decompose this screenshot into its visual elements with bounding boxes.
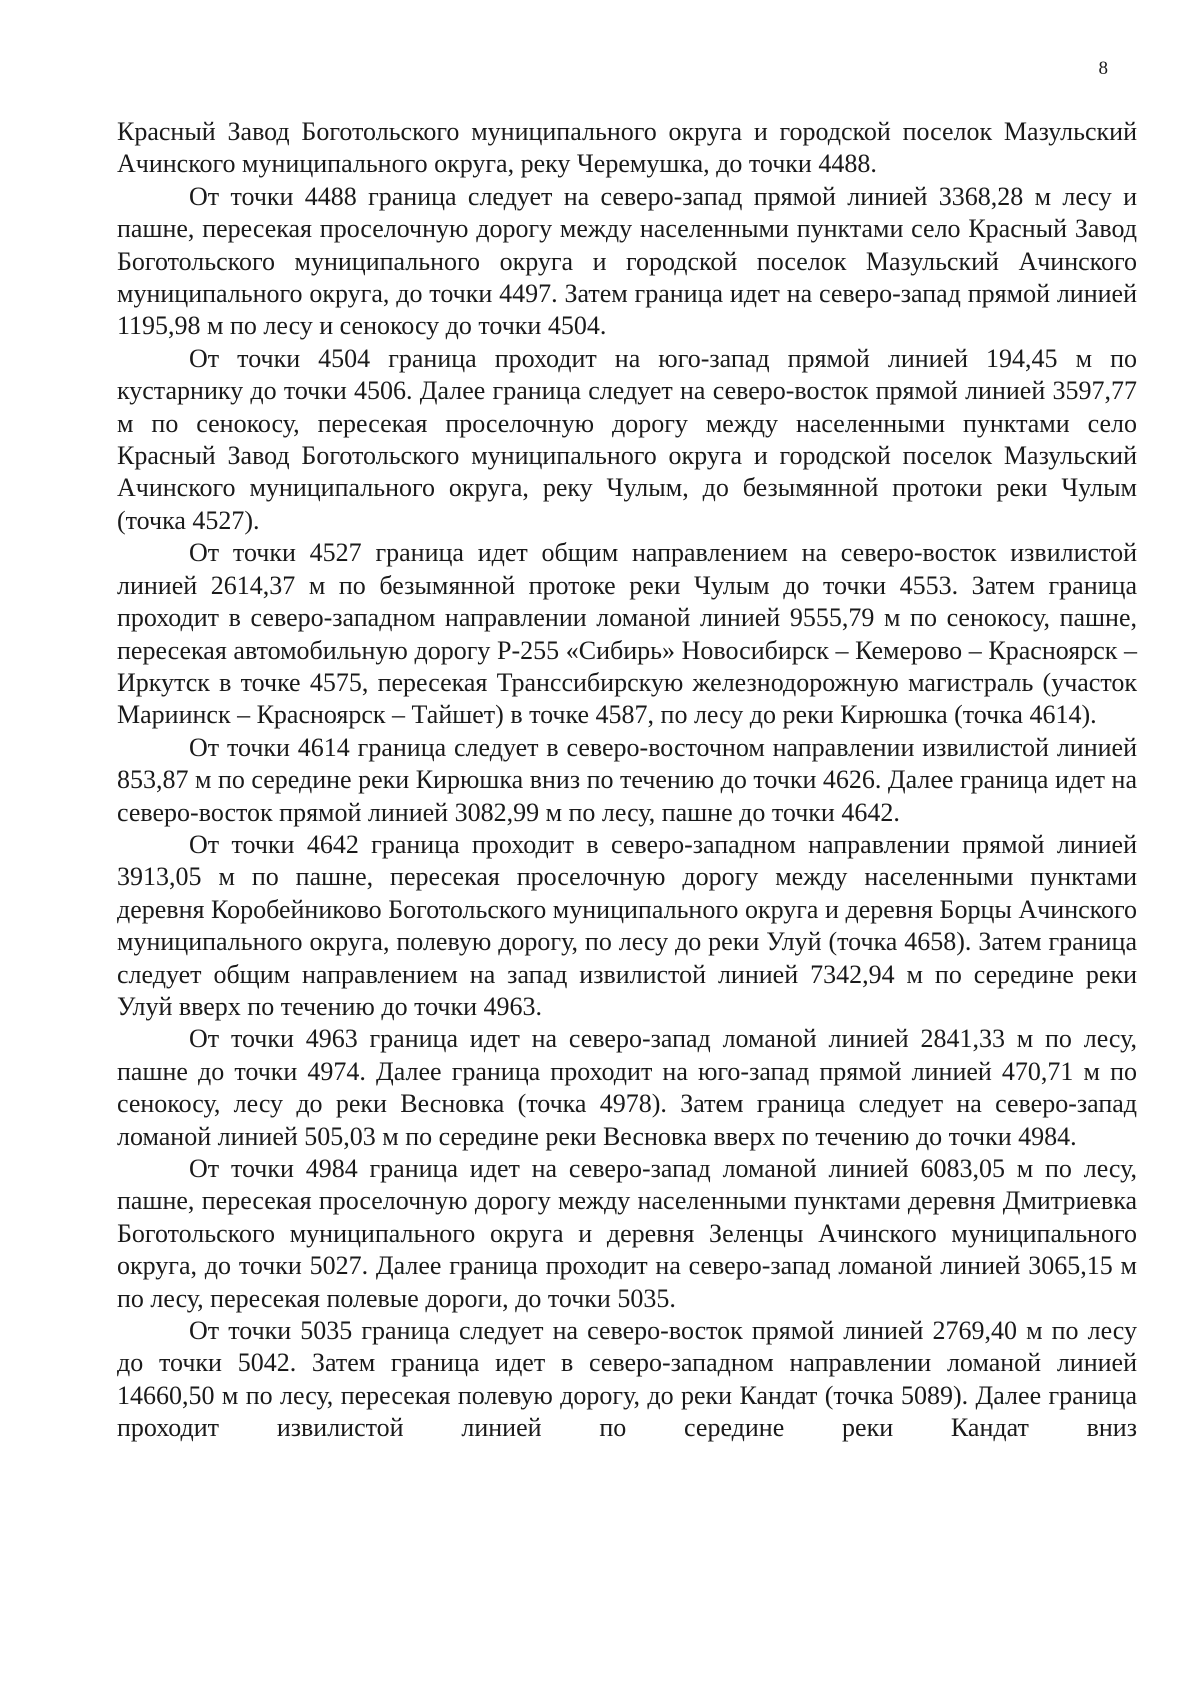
paragraph-continuation: Красный Завод Боготольского муниципального округа и городской поселок Мазульский Ачинского муниципального округа, реку Черемушка, до точки 4488. <box>117 117 1137 179</box>
paragraph-point-4614: От точки 4614 граница следует в северо-восточном направлении извилистой линией 853,87 м по середине реки Кирюшка вниз по течению до точки 4626. Далее граница идет на северо-восток прямой линией 3082,99 м по лесу, пашне до точки 4642. <box>117 732 1137 827</box>
paragraph-point-4984: От точки 4984 граница идет на северо-запад ломаной линией 6083,05 м по лесу, пашне, пересекая проселочную дорогу между населенными пунктами деревня Дмитриевка Боготольского муниципального округа и деревня Зеленцы Ачинского муниципального округа, до точки 5027. Далее граница проходит на северо-запад ломаной линией 3065,15 м по лесу, пересекая полевые дороги, до точки 5035. <box>117 1154 1137 1313</box>
paragraph-point-4963: От точки 4963 граница идет на северо-запад ломаной линией 2841,33 м по лесу, пашне до точки 4974. Далее граница проходит на юго-запад прямой линией 470,71 м по сенокосу, лесу до реки Весновка (точка 4978). Затем граница следует на северо-запад ломаной линией 505,03 м по середине реки Весновка вверх по течению до точки 4984. <box>117 1024 1137 1151</box>
paragraph-point-4504: От точки 4504 граница проходит на юго-запад прямой линией 194,45 м по кустарнику до точки 4506. Далее граница следует на северо-восток прямой линией 3597,77 м по сенокосу, пересекая проселочную дорогу между населенными пунктами село Красный Завод Боготольского муниципального округа и городской поселок Мазульский Ачинского муниципального округа, реку Чулым, до безымянной протоки реки Чулым (точка 4527). <box>117 343 1137 535</box>
paragraph-point-4527: От точки 4527 граница идет общим направлением на северо-восток извилистой линией 2614,37 м по безымянной протоке реки Чулым до точки 4553. Затем граница проходит в северо-западном направлении ломаной линией 9555,79 м по сенокосу, пашне, пересекая автомобильную дорогу Р-255 «Сибирь» Новосибирск – Кемерово – Красноярск – Иркутск в точке 4575, пересекая Транссибирскую железнодорожную магистраль (участок Мариинск – Красноярск – Тайшет) в точке 4587, по лесу до реки Кирюшка (точка 4614). <box>117 538 1137 730</box>
document-body <box>117 116 1137 1445</box>
paragraph-point-4488: От точки 4488 граница следует на северо-запад прямой линией 3368,28 м лесу и пашне, пересекая проселочную дорогу между населенными пунктами село Красный Завод Боготольского муниципального округа и городской поселок Мазульский Ачинского муниципального округа, до точки 4497. Затем граница идет на северо-запад прямой линией 1195,98 м по лесу и сенокосу до точки 4504. <box>117 181 1137 341</box>
page-number: 8 <box>1098 58 1108 79</box>
paragraph-point-4642: От точки 4642 граница проходит в северо-западном направлении прямой линией 3913,05 м по пашне, пересекая проселочную дорогу между населенными пунктами деревня Коробейниково Боготольского муниципального округа и деревня Борцы Ачинского муниципального округа, полевую дорогу, по лесу до реки Улуй (точка 4658). Затем граница следует общим направлением на запад извилистой линией 7342,94 м по середине реки Улуй вверх по течению до точки 4963. <box>117 829 1137 1021</box>
paragraph-point-5035: От точки 5035 граница следует на северо-восток прямой линией 2769,40 м по лесу до точки 5042. Затем граница идет в северо-западном направлении ломаной линией 14660,50 м по лесу, пересекая полевую дорогу, до реки Кандат (точка 5089). Далее граница проходит извилистой линией по середине реки Кандат вниз <box>117 1316 1137 1443</box>
